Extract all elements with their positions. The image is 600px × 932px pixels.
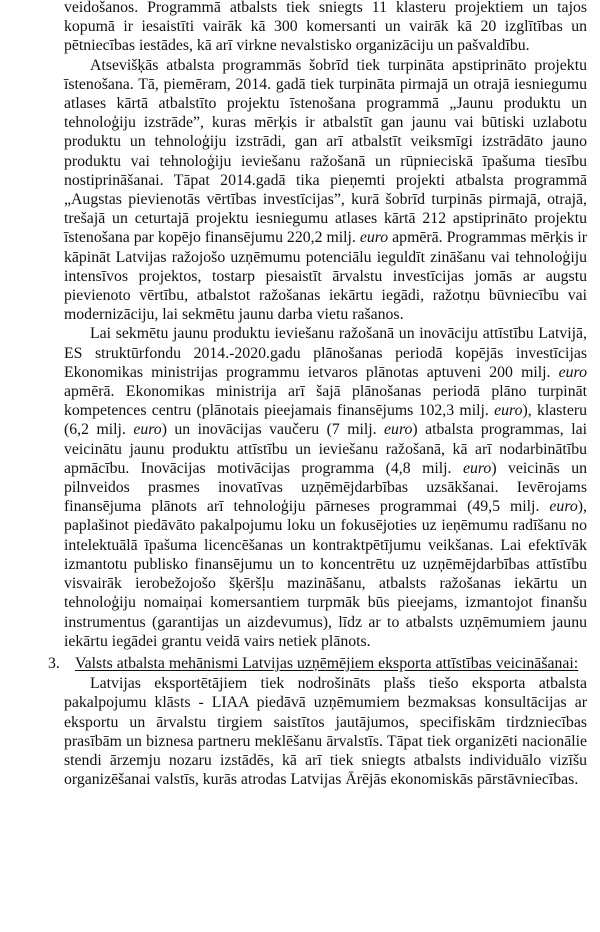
paragraph-2 xyxy=(64,56,587,325)
section-heading xyxy=(48,654,587,673)
italic-text: euro xyxy=(384,421,413,439)
italic-text: euro xyxy=(133,421,162,439)
text-run: apmērā. Programmas mērķis ir kāpināt Latvijas ražojošo uzņēmumu potenciālu ieguldīt zināšanu vai tehnoloģiju intensīvos projektos, tostarp piesaistīt ārvalstu investīcijas jomās ar augstu pievienoto vērtību, atbalstot ražošanas iekārtu iegādi, ražotņu būvniecību vai modernizāciju, lai sekmētu jaunu darba vietu rašanos. xyxy=(64,229,588,324)
section-title: Valsts atbalsta mehānismi Latvijas uzņēmējiem eksporta attīstības veicināšanai: xyxy=(75,654,579,672)
italic-text: euro xyxy=(494,402,523,420)
text-run: veidošanos. Programmā atbalsts tiek sniegts 11 klasteru projektiem un tajos kopumā ir iesaistīti vairāk kā 300 komersanti un vairāk kā 20 izglītības un pētniecības iestādes, kā arī virkne nevalstisko organizāciju un pašvaldību. xyxy=(64,0,587,55)
text-run: ) veicinās un pilnveidos prasmes inovatīvas uzņēmējdarbības uzsākšanai. Ievērojams finansējuma plānots arī tehnoloģiju pārneses programmai (49,5 milj. xyxy=(64,459,587,516)
paragraph-4 xyxy=(64,674,587,789)
italic-text: euro xyxy=(549,498,578,516)
paragraph-3 xyxy=(64,324,587,650)
italic-text: euro xyxy=(462,459,492,477)
text-run: ) atbalsta programmas, lai veicinātu jaunu produktu attīstību un ieviešanu ražošanā, kā arī nodarbinātību apmācību. Inovācijas motivācijas programma (4,8 milj. xyxy=(64,421,587,477)
italic-text: euro xyxy=(359,229,389,247)
paragraph-1 xyxy=(64,0,587,56)
section-number: 3. xyxy=(48,654,60,672)
text-run: Lai sekmētu jaunu produktu ieviešanu ražošanā un inovāciju attīstību Latvijā, ES struktūrfondu 2014.-2020.gadu plānošanas periodā kopējās investīcijas Ekonomikas ministrijas programmu ietvaros plānotas aptuveni 200 milj. xyxy=(64,325,587,381)
text-run: ), klasteru (6,2 milj. xyxy=(64,402,587,439)
text-run: Atsevišķās atbalsta programmās šobrīd tiek turpināta apstiprināto projektu īstenošana. Tā, piemēram, 2014. gadā tiek turpināta pirmajā un otrajā iesniegumu atlases kārtā atbalstīto projektu īstenošana programmā „Jaunu produktu un tehnoloģiju izstrāde”, kuras mērķis ir atbalstīt gan jaunu vai būtiski uzlabotu produktu un tehnoloģiju izstrādi, gan arī atbalstīt veiksmīgi izstrādāto jauno produktu vai tehnoloģiju ieviešanu ražošanā un rūpnieciskā īpašuma tiesību nostiprināšanai. Tāpat 2014.gadā tika pieņemti projekti atbalsta programmā „Augstas pievienotās vērtības investīcijas”, kurā šobrīd turpinās pirmajā, otrajā, trešajā un ceturtajā projektu iesniegumu atlases kārtā 212 apstiprināto projektu īstenošana par kopējo finansējumu 220,2 milj. xyxy=(64,56,587,247)
text-run: ) un inovācijas vaučeru (7 milj. xyxy=(161,421,385,439)
text-run: Latvijas eksportētājiem tiek nodrošināts plašs tiešo eksporta atbalsta pakalpojumu klāsts - LIAA piedāvā uzņēmumiem bezmaksas konsultācijas ar eksportu un ārvalstu tirgiem saistītos jautājumos, specifiskām tirdzniecības prasībām un biznesa partneru meklēšanu ārvalstīs. Tāpat tiek organizēti nacionālie stendi ārzemju nozaru izstādēs, kā arī tiek sniegts atbalsts individuālo vizīšu organizēšanai valstīs, kurās atrodas Latvijas Ārējās ekonomiskās pārstāvniecības. xyxy=(64,675,587,789)
body-text xyxy=(17,0,587,651)
italic-text: euro xyxy=(558,363,587,381)
text-run: apmērā. Ekonomikas ministrija arī šajā plānošanas periodā plāno turpināt kompetences centru (plānotais pieejamais finansējums 102,3 milj. xyxy=(64,383,587,420)
text-run: ), paplašinot piedāvāto pakalpojumu loku un fokusējoties uz ieņēmumu radīšanu no intelektuālā īpašuma licencēšanas un kontraktpētījumu veikšanas. Lai efektīvāk izmantotu publisko finansējumu un to koncentrētu uz uzņēmējdarbības attīstību visvairāk ierobežojošo šķēršļu mazināšanu, atbalsts ražošanas iekārtu un tehnoloģiju nomaiņai komersantiem turpmāk būs pieejams, izmantojot finanšu instrumentus (garantijas un aizdevumus), līdz ar to atbalsts uzņēmumiem jaunu iekārtu iegādei grantu veidā vairs netiek plānots. xyxy=(64,498,587,650)
section-body xyxy=(17,674,587,789)
